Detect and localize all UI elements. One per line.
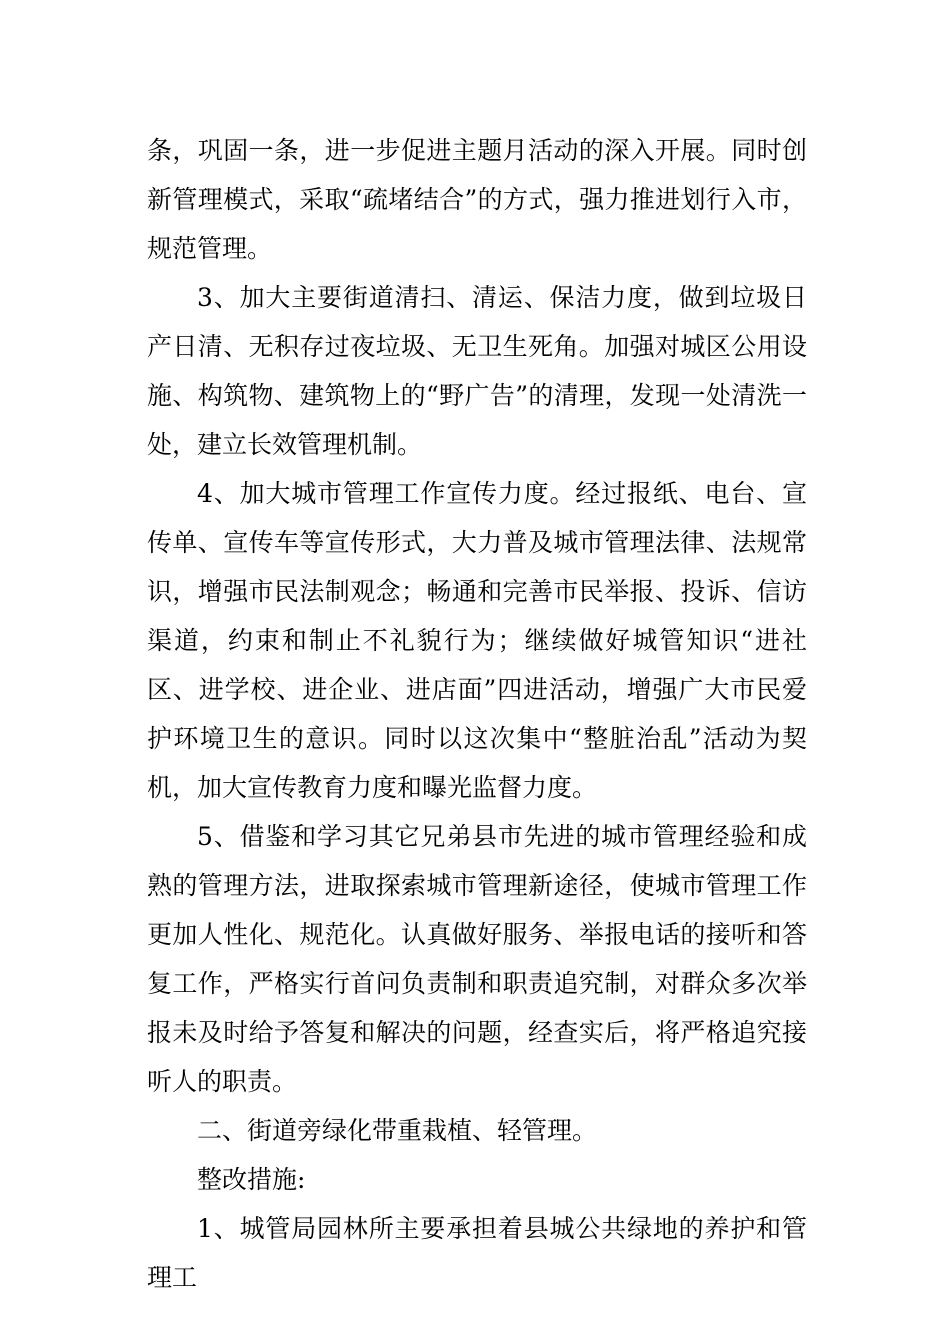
document-body	[147, 126, 807, 1302]
paragraph-measure-1: 1、城管局园林所主要承担着县城公共绿地的养护和管理工	[147, 1214, 807, 1292]
rectification-measures-label: 整改措施:	[197, 1165, 306, 1194]
section-heading-2: 二、街道旁绿化带重栽植、轻管理。	[197, 1116, 598, 1145]
paragraph-item-5: 5、借鉴和学习其它兄弟县市先进的城市管理经验和成熟的管理方法，进取探索城市管理新途径，使城市管理工作更加人性化、规范化。认真做好服务、举报电话的接听和答复工作，严格实行首问负责制和职责追究制，对群众多次举报未及时给予答复和解决的问题，经查实后，将严格追究接听人的职责。	[147, 822, 807, 1096]
paragraph-item-4: 4、加大城市管理工作宣传力度。经过报纸、电台、宣传单、宣传车等宣传形式，大力普及城市管理法律、法规常识，增强市民法制观念；畅通和完善市民举报、投诉、信访渠道，约束和制止不礼貌行为；继续做好城管知识“进社区、进学校、进企业、进店面”四进活动，增强广大市民爱护环境卫生的意识。同时以这次集中“整脏治乱”活动为契机，加大宣传教育力度和曝光监督力度。	[147, 479, 807, 802]
paragraph-continuation: 条，巩固一条，进一步促进主题月活动的深入开展。同时创新管理模式，采取“疏堵结合”的方式，强力推进划行入市，规范管理。	[147, 136, 807, 263]
paragraph-item-3: 3、加大主要街道清扫、清运、保洁力度，做到垃圾日产日清、无积存过夜垃圾、无卫生死角。加强对城区公用设施、构筑物、建筑物上的“野广告”的清理，发现一处清洗一处，建立长效管理机制。	[147, 283, 807, 459]
